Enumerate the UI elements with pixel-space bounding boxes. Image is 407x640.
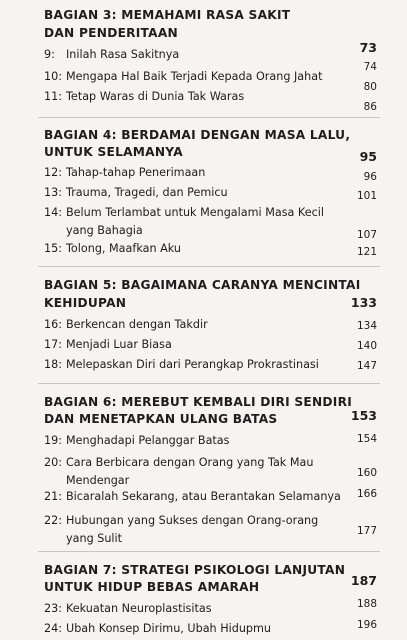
chapter-page: 196 — [356, 619, 377, 631]
part-7-title-line-1: BAGIAN 7: STRATEGI PSIKOLOGI LANJUTAN — [44, 563, 346, 577]
chapter-number: 11: — [44, 90, 63, 103]
chapter-11 — [44, 88, 377, 113]
chapter-number: 16: — [44, 318, 63, 331]
section-divider — [38, 266, 380, 267]
part-3-title-line-2: DAN PENDERITAAN — [44, 26, 178, 40]
chapter-title: Bicaralah Sekarang, atau Berantakan Selamanya — [66, 490, 341, 503]
chapter-number: 9: — [44, 48, 55, 61]
chapter-page: 80 — [363, 81, 377, 93]
chapter-number: 13: — [44, 186, 63, 199]
part-6-title-line-1: BAGIAN 6: MEREBUT KEMBALI DIRI SENDIRI — [44, 395, 352, 409]
chapter-22 — [44, 512, 377, 548]
chapter-24 — [44, 620, 377, 638]
part-6-page: 153 — [350, 408, 377, 423]
chapter-title-line-2: yang Sulit — [66, 532, 123, 545]
chapter-page: 147 — [356, 360, 377, 372]
part-3-title-line-1: BAGIAN 3: MEMAHAMI RASA SAKIT — [44, 8, 291, 22]
part-6-title-line-2: DAN MENETAPKAN ULANG BATAS — [44, 412, 278, 426]
chapter-title: Cara Berbicara dengan Orang yang Tak Mau — [66, 456, 314, 469]
chapter-number: 22: — [44, 514, 63, 527]
chapter-9 — [44, 46, 377, 73]
chapter-page: 134 — [356, 320, 377, 332]
chapter-21 — [44, 488, 377, 506]
chapter-page: 107 — [356, 229, 377, 241]
chapter-number: 20: — [44, 456, 63, 469]
chapter-page: 86 — [363, 101, 377, 113]
chapter-title-line-2: Mendengar — [66, 474, 130, 487]
chapter-20 — [44, 454, 377, 490]
chapter-title: Kekuatan Neuroplastisitas — [66, 602, 212, 615]
part-3-page: 73 — [359, 40, 377, 55]
chapter-title: Ubah Konsep Dirimu, Ubah Hidupmu — [66, 622, 272, 635]
chapter-12 — [44, 164, 377, 182]
part-5-title-line-1: BAGIAN 5: BAGAIMANA CARANYA MENCINTAI — [44, 278, 361, 292]
part-4-title-line-2: UNTUK SELAMANYA — [44, 145, 183, 159]
chapter-page: 101 — [356, 190, 377, 202]
chapter-title: Trauma, Tragedi, dan Pemicu — [66, 186, 228, 199]
chapter-number: 12: — [44, 166, 63, 179]
chapter-14 — [44, 204, 377, 240]
chapter-title: Tetap Waras di Dunia Tak Waras — [66, 90, 245, 103]
chapter-page: 188 — [356, 598, 377, 610]
chapter-16 — [44, 316, 377, 334]
chapter-number: 10: — [44, 70, 63, 83]
chapter-title: Belum Terlambat untuk Mengalami Masa Kecil — [66, 206, 324, 219]
section-divider — [38, 383, 380, 384]
chapter-page: 74 — [363, 61, 377, 73]
part-5-page: 133 — [350, 295, 377, 310]
chapter-title: Hubungan yang Sukses dengan Orang-orang — [66, 514, 319, 527]
chapter-number: 21: — [44, 490, 63, 503]
chapter-title: Menghadapi Pelanggar Batas — [66, 434, 230, 447]
chapter-number: 15: — [44, 242, 63, 255]
section-divider — [38, 117, 380, 118]
chapter-page: 154 — [356, 433, 377, 445]
chapter-page: 177 — [356, 525, 377, 537]
chapter-page: 140 — [356, 340, 377, 352]
chapter-page: 160 — [356, 467, 377, 479]
chapter-number: 17: — [44, 338, 63, 351]
chapter-17 — [44, 336, 377, 354]
chapter-title: Melepaskan Diri dari Perangkap Prokrastinasi — [66, 358, 319, 371]
chapter-title-line-2: yang Bahagia — [66, 224, 143, 237]
chapter-page: 121 — [356, 246, 377, 258]
chapter-19 — [44, 432, 377, 450]
chapter-title: Berkencan dengan Takdir — [66, 318, 208, 331]
chapter-title: Tolong, Maafkan Aku — [66, 242, 181, 255]
chapter-title: Tahap-tahap Penerimaan — [66, 166, 206, 179]
chapter-title: Mengapa Hal Baik Terjadi Kepada Orang Jahat — [66, 70, 323, 83]
chapter-23 — [44, 600, 377, 618]
chapter-number: 18: — [44, 358, 63, 371]
chapter-15 — [44, 240, 377, 258]
chapter-page: 166 — [356, 488, 377, 500]
part-5-title-line-2: KEHIDUPAN — [44, 296, 127, 310]
section-divider — [38, 551, 380, 552]
chapter-number: 19: — [44, 434, 63, 447]
chapter-number: 14: — [44, 206, 63, 219]
chapter-18 — [44, 356, 377, 374]
chapter-10 — [44, 68, 377, 93]
chapter-number: 23: — [44, 602, 63, 615]
chapter-number: 24: — [44, 622, 63, 635]
part-4-title-line-1: BAGIAN 4: BERDAMAI DENGAN MASA LALU, — [44, 128, 351, 142]
part-7-page: 187 — [350, 573, 377, 588]
chapter-title: Menjadi Luar Biasa — [66, 338, 172, 351]
chapter-page: 96 — [363, 171, 377, 183]
part-4-page: 95 — [359, 149, 377, 164]
chapter-title: Inilah Rasa Sakitnya — [66, 48, 180, 61]
part-7-title-line-2: UNTUK HIDUP BEBAS AMARAH — [44, 580, 260, 594]
chapter-13 — [44, 184, 377, 202]
